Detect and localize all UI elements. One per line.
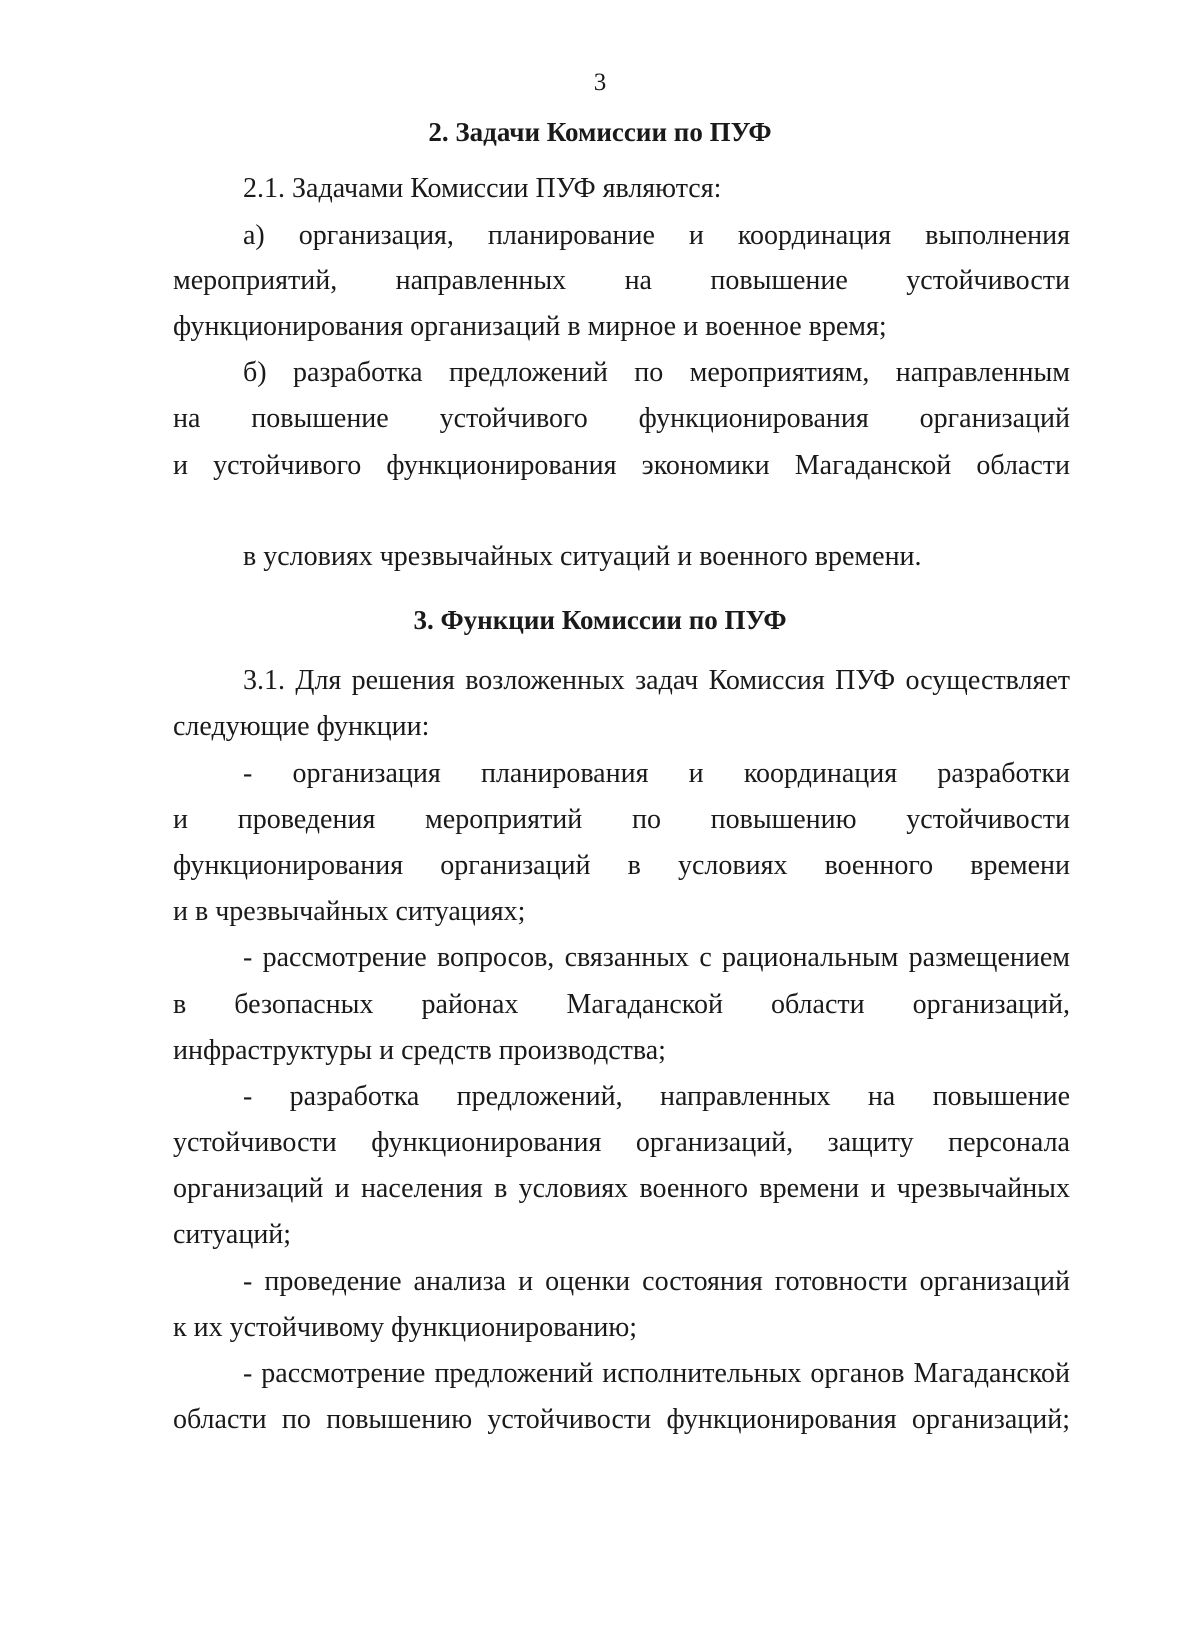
section-2-heading: 2. Задачи Комиссии по ПУФ [428,117,772,147]
paragraph-line: - разработка предложений, направленных на повышение [243,1081,1070,1112]
paragraph-line: в безопасных районах Магаданской области организаций, [173,989,1070,1020]
paragraph-line: б) разработка предложений по мероприятиям, направленным [243,357,1070,388]
paragraph-line: области по повышению устойчивости функционирования организаций; [173,1404,1070,1435]
paragraph-line: мероприятий, направленных на повышение устойчивости [173,265,1070,296]
paragraph-line: - рассмотрение предложений исполнительных органов Магаданской [243,1358,1070,1389]
paragraph-line: 3.1. Для решения возложенных задач Комиссия ПУФ осуществляет [243,665,1070,696]
paragraph-line: - рассмотрение вопросов, связанных с рациональным размещением [243,942,1070,973]
paragraph-line: в условиях чрезвычайных ситуаций и военного времени. [243,541,922,572]
paragraph-line: на повышение устойчивого функционирования организаций [173,403,1070,434]
paragraph-line: - организация планирования и координация разработки [243,758,1070,789]
section-3-heading: 3. Функции Комиссии по ПУФ [413,605,787,635]
paragraph-line: ситуаций; [173,1219,292,1250]
paragraph-line: функционирования организаций в мирное и военное время; [173,311,887,342]
paragraph-line: и устойчивого функционирования экономики Магаданской области [173,450,1070,481]
paragraph-line: и проведения мероприятий по повышению устойчивости [173,804,1070,835]
paragraph-line: - проведение анализа и оценки состояния готовности организаций [243,1266,1070,1297]
paragraph-line: к их устойчивому функционированию; [173,1312,638,1343]
paragraph-line: а) организация, планирование и координация выполнения [243,220,1070,251]
paragraph-line: 2.1. Задачами Комиссии ПУФ являются: [243,173,722,204]
page-number: 3 [593,69,607,96]
paragraph-line: функционирования организаций в условиях военного времени [173,850,1070,881]
paragraph-line: организаций и населения в условиях военного времени и чрезвычайных [173,1173,1070,1204]
paragraph-line: и в чрезвычайных ситуациях; [173,896,526,927]
paragraph-line: следующие функции: [173,711,430,742]
paragraph-line: устойчивости функционирования организаций, защиту персонала [173,1127,1070,1158]
paragraph-line: инфраструктуры и средств производства; [173,1035,666,1066]
